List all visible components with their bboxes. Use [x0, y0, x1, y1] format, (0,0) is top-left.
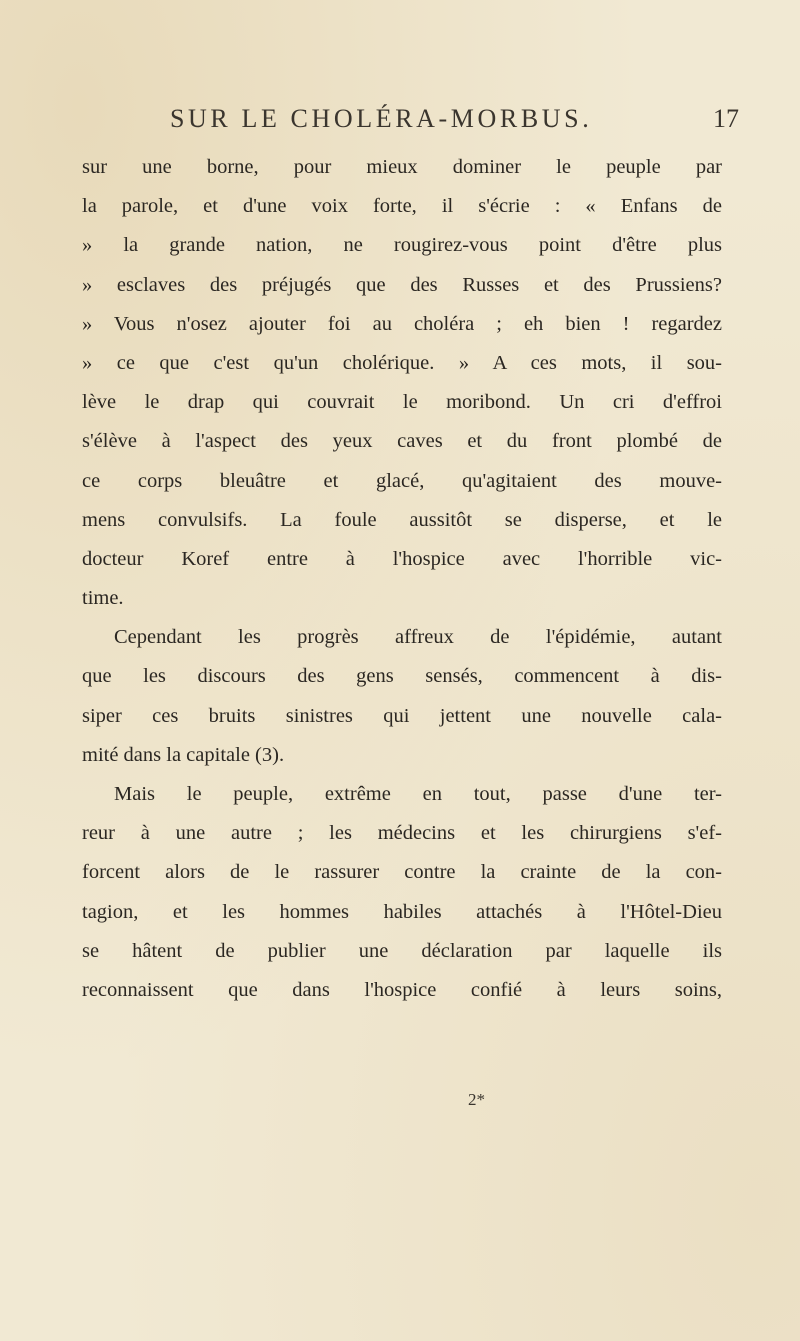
- body-text: [82, 148, 722, 1010]
- signature-mark: 2*: [468, 1090, 485, 1109]
- text-line: tagion, et les hommes habiles attachés à l'Hôtel-Dieu: [82, 900, 722, 923]
- text-line: reur à une autre ; les médecins et les chirurgiens s'ef-: [82, 822, 722, 845]
- paragraph-start-line: Mais le peuple, extrême en tout, passe d'une ter-: [114, 783, 722, 805]
- text-line: la parole, et d'une voix forte, il s'écrie : « Enfans de: [82, 195, 722, 218]
- text-line: ce corps bleuâtre et glacé, qu'agitaient des mouve-: [82, 469, 722, 492]
- text-line: siper ces bruits sinistres qui jettent une nouvelle cala-: [82, 704, 722, 727]
- paragraph-start-line: Cependant les progrès affreux de l'épidémie, autant: [114, 626, 722, 649]
- text-line: » ce que c'est qu'un cholérique. » A ces mots, il sou-: [82, 351, 722, 374]
- text-line: lève le drap qui couvrait le moribond. Un cri d'effroi: [82, 391, 722, 414]
- page-number: 17: [713, 104, 739, 133]
- text-line: docteur Koref entre à l'hospice avec l'horrible vic-: [82, 547, 722, 570]
- text-line: » esclaves des préjugés que des Russes et des Prussiens?: [82, 273, 722, 296]
- text-line: reconnaissent que dans l'hospice confié à leurs soins,: [82, 978, 722, 1001]
- text-line: time.: [82, 587, 124, 610]
- text-line: mens convulsifs. La foule aussitôt se disperse, et le: [82, 508, 722, 531]
- text-line: que les discours des gens sensés, commencent à dis-: [82, 665, 722, 688]
- running-head: [0, 104, 800, 138]
- text-line: » Vous n'osez ajouter foi au choléra ; eh bien ! regardez: [82, 312, 722, 335]
- text-line: se hâtent de publier une déclaration par laquelle ils: [82, 939, 722, 962]
- text-line: s'élève à l'aspect des yeux caves et du front plombé de: [82, 430, 722, 453]
- text-line: forcent alors de le rassurer contre la crainte de la con-: [82, 861, 722, 884]
- text-line: sur une borne, pour mieux dominer le peuple par: [82, 156, 722, 178]
- text-line: mité dans la capitale (3).: [82, 743, 285, 766]
- running-title: SUR LE CHOLÉRA-MORBUS.: [170, 104, 593, 133]
- text-line: » la grande nation, ne rougirez-vous point d'être plus: [82, 234, 722, 257]
